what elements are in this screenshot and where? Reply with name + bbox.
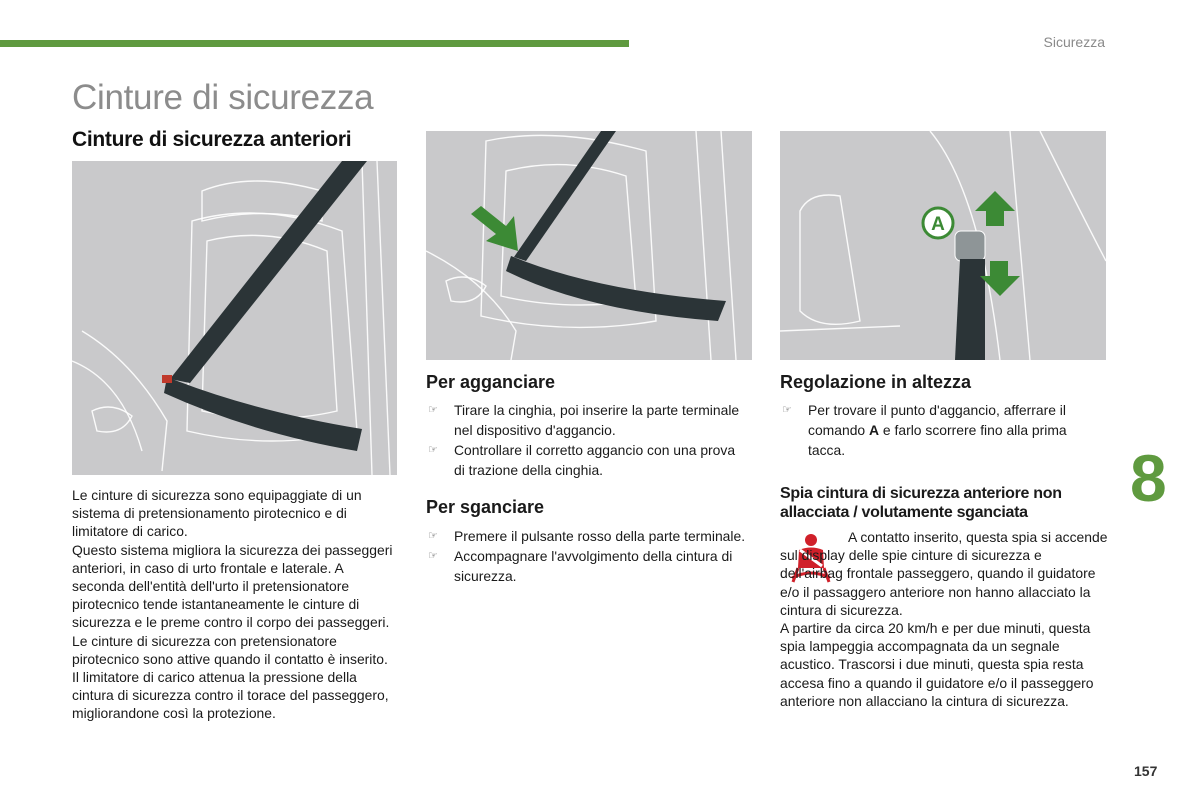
section-name: Sicurezza <box>1043 34 1105 50</box>
pointing-hand-icon: ☞ <box>428 530 438 542</box>
list-item <box>780 400 1100 460</box>
intro-paragraph: Le cinture di sicurezza con pretensionatore pirotecnico sono attive quando il contatto è inserito. <box>72 632 388 667</box>
seatbelt-figure <box>72 161 397 475</box>
list-item-text: Premere il pulsante rosso della parte terminale. <box>454 528 746 544</box>
height-heading: Regolazione in altezza <box>780 372 972 392</box>
control-a-label: A <box>931 214 945 235</box>
height-list <box>780 400 1100 460</box>
intro-paragraph: Questo sistema migliora la sicurezza dei passeggeri anteriori, in caso di urto frontale e laterale. A seconda dell'entità dell'urto il pretensionatore pirotecnico tende istantaneamente le cinture di sicurezza e le preme contro il corpo dei passeggeri. <box>72 541 393 631</box>
fasten-figure <box>426 131 752 360</box>
list-item <box>426 440 746 480</box>
list-item <box>426 400 746 440</box>
page-title: Cinture di sicurezza <box>72 78 374 117</box>
warning-paragraph: A partire da circa 20 km/h e per due minuti, questa spia lampeggia accompagnata da un segnale acustico. Trascorsi i due minuti, questa spia resta accesa fino a quando il guidatore e/o il passeggero anteriore non allacciano la cintura di sicurezza. <box>780 620 1094 709</box>
fasten-list <box>426 400 746 480</box>
list-item-text: Accompagnare l'avvolgimento della cintura di sicurezza. <box>454 548 733 584</box>
intro-paragraph: Il limitatore di carico attenua la pressione della cintura di sicurezza contro il torace del passeggero, migliorandone così la protezione. <box>72 669 389 722</box>
height-adjust-figure <box>780 131 1106 360</box>
warning-paragraph: A contatto inserito, questa spia si accende sul display delle spie cinture di sicurezza e dell'airbag frontale passeggero, quando il guidatore e/o il passaggero anteriore non hanno allacciato la cintura di sicurezza. <box>780 529 1108 618</box>
pointing-hand-icon: ☞ <box>782 404 792 416</box>
pointing-hand-icon: ☞ <box>428 404 438 416</box>
header-accent-bar <box>0 40 629 47</box>
pointing-hand-icon: ☞ <box>428 550 438 562</box>
unfasten-list <box>426 526 746 586</box>
warning-heading: Spia cintura di sicurezza anteriore non allacciata / volutamente sganciata <box>780 485 1062 521</box>
chapter-number: 8 <box>1130 441 1167 515</box>
list-item-text: Tirare la cinghia, poi inserire la parte terminale nel dispositivo d'aggancio. <box>454 402 740 438</box>
intro-paragraph: Le cinture di sicurezza sono equipaggiate di un sistema di pretensionamento pirotecnico e di limitatore di carico. <box>72 487 362 540</box>
list-item-text-post: e farlo scorrere fino alla prima tacca. <box>808 422 1067 458</box>
warning-text <box>780 528 1108 710</box>
section-subtitle: Cinture di sicurezza anteriori <box>72 128 352 151</box>
pointing-hand-icon: ☞ <box>428 444 438 456</box>
page-number: 157 <box>1134 763 1158 779</box>
list-item-text-pre: Per trovare il punto d'aggancio, afferrare il comando <box>808 402 1066 438</box>
control-a-reference: A <box>869 422 880 438</box>
list-item <box>426 526 746 546</box>
list-item <box>426 546 746 586</box>
fasten-heading: Per agganciare <box>426 372 556 392</box>
intro-text <box>72 486 398 723</box>
unfasten-heading: Per sganciare <box>426 497 545 517</box>
list-item-text: Controllare il corretto aggancio con una prova di trazione della cinghia. <box>454 442 736 478</box>
